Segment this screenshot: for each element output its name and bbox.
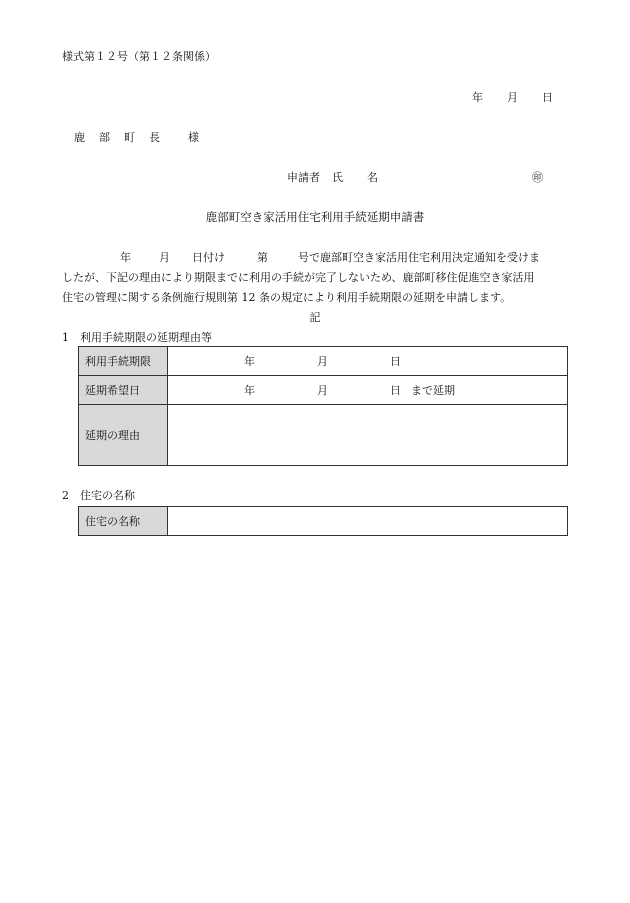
addressee-char-3: 町	[124, 131, 135, 144]
body-line-1: 年 月 日付け 第 号で鹿部町空き家活用住宅利用決定通知を受けま	[120, 251, 540, 264]
table-row	[79, 507, 568, 536]
seal-mark: ㊞	[532, 171, 543, 184]
applicant-name-char-1: 氏	[332, 171, 343, 184]
applicant-line	[287, 171, 378, 185]
body-text	[62, 248, 582, 308]
document-title: 鹿部町空き家活用住宅利用手続延期申請書	[205, 210, 425, 224]
section2-heading: 2 住宅の名称	[62, 489, 135, 502]
row-label-desired-date: 延期希望日	[79, 376, 168, 405]
date-day-label: 日	[542, 91, 553, 104]
table-row	[79, 405, 568, 466]
applicant-label: 申請者	[287, 171, 320, 184]
row-label-deadline: 利用手続期限	[79, 347, 168, 376]
table-row	[79, 347, 568, 376]
desired-date-field[interactable]: 年 月 日 まで延期	[168, 376, 568, 405]
date-month-label: 月	[507, 91, 518, 104]
row-label-reason: 延期の理由	[79, 405, 168, 466]
addressee-char-1: 鹿	[74, 131, 85, 144]
section1-table	[78, 346, 568, 466]
ki-marker: 記	[309, 311, 321, 324]
house-name-field[interactable]	[168, 507, 568, 536]
addressee-title: 長	[149, 131, 160, 144]
body-line-2: したが、下記の理由により期限までに利用の手続が完了しないため、鹿部町移住促進空き家活用	[62, 271, 535, 284]
row-label-house-name: 住宅の名称	[79, 507, 168, 536]
addressee-honorific: 様	[188, 131, 199, 144]
date-line	[472, 91, 553, 105]
addressee-char-2: 部	[99, 131, 110, 144]
section1-heading: 1 利用手続期限の延期理由等	[62, 331, 212, 344]
table-row	[79, 376, 568, 405]
reason-field[interactable]	[168, 405, 568, 466]
form-number: 様式第１２号（第１２条関係）	[62, 50, 216, 63]
addressee	[74, 131, 199, 145]
applicant-name-char-2: 名	[367, 171, 378, 184]
section2-table	[78, 506, 568, 536]
body-line-3: 住宅の管理に関する条例施行規則第 12 条の規定により利用手続期限の延期を申請します。	[62, 291, 512, 304]
date-year-label: 年	[472, 91, 483, 104]
deadline-date-field[interactable]: 年 月 日	[168, 347, 568, 376]
